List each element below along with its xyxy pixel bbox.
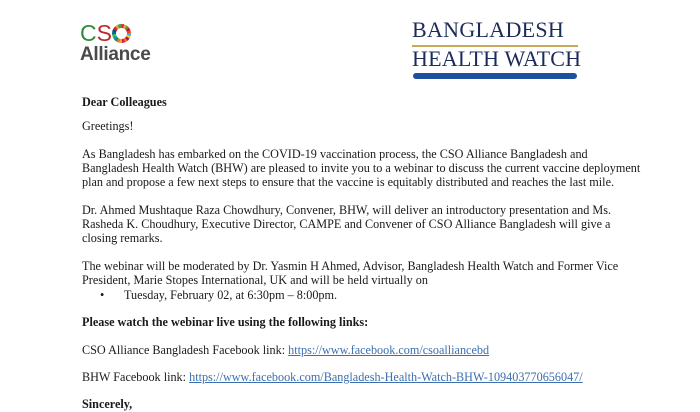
cso-letter-c: C [80, 20, 97, 46]
bhw-logo-line2: HEALTH WATCH [412, 46, 582, 71]
bhw-logo-blue-bar [413, 73, 577, 79]
cso-logo-text [80, 22, 112, 44]
para3-line2: President, Marie Stopes International, UK and will be held virtually on [82, 273, 428, 287]
bhw-logo-line1: BANGLADESH [412, 17, 565, 42]
event-datetime: Tuesday, February 02, at 6:30pm – 8:00pm. [124, 288, 338, 302]
para3-line1: The webinar will be moderated by Dr. Yasmin H Ahmed, Advisor, Bangladesh Health Watch and Former Vice [82, 259, 619, 273]
cso-logo-alliance: Alliance [80, 44, 151, 65]
cso-alliance-logo [80, 22, 180, 67]
salutation: Dear Colleagues [82, 95, 167, 109]
bullet-icon: • [100, 288, 105, 302]
para1-line3: plan and propose a few next steps to ensure that the vaccine is equitably distributed and reaches the last mile. [82, 175, 615, 189]
para2-line2: Rasheda K. Choudhury, Executive Director, CAMPE and Convener of CSO Alliance Bangladesh will give a [82, 217, 611, 231]
cso-facebook-link[interactable]: https://www.facebook.com/csoalliancebd [288, 343, 490, 357]
cso-letter-s: S [96, 20, 112, 46]
bangladesh-health-watch-logo [412, 18, 592, 76]
links-heading: Please watch the webinar live using the following links: [82, 315, 369, 329]
closing: Sincerely, [82, 397, 133, 411]
link2-label: BHW Facebook link: [82, 370, 190, 384]
para1-line2: Bangladesh Health Watch (BHW) are pleased to invite you to a webinar to discuss the current vaccine deployment [82, 161, 641, 175]
link1-label: CSO Alliance Bangladesh Facebook link: [82, 343, 289, 357]
bhw-facebook-link[interactable]: https://www.facebook.com/Bangladesh-Health-Watch-BHW-109403770656047/ [189, 370, 583, 384]
para2-line1: Dr. Ahmed Mushtaque Raza Chowdhury, Convener, BHW, will deliver an introductory presentation and Ms. [82, 203, 612, 217]
para1-line1: As Bangladesh has embarked on the COVID-19 vaccination process, the CSO Alliance Bangladesh and [82, 147, 588, 161]
sdg-color-wheel-icon [112, 24, 131, 43]
para2-line3: closing remarks. [82, 231, 163, 245]
greeting: Greetings! [82, 119, 134, 133]
link2-line [82, 370, 583, 385]
link1-line [82, 343, 489, 358]
